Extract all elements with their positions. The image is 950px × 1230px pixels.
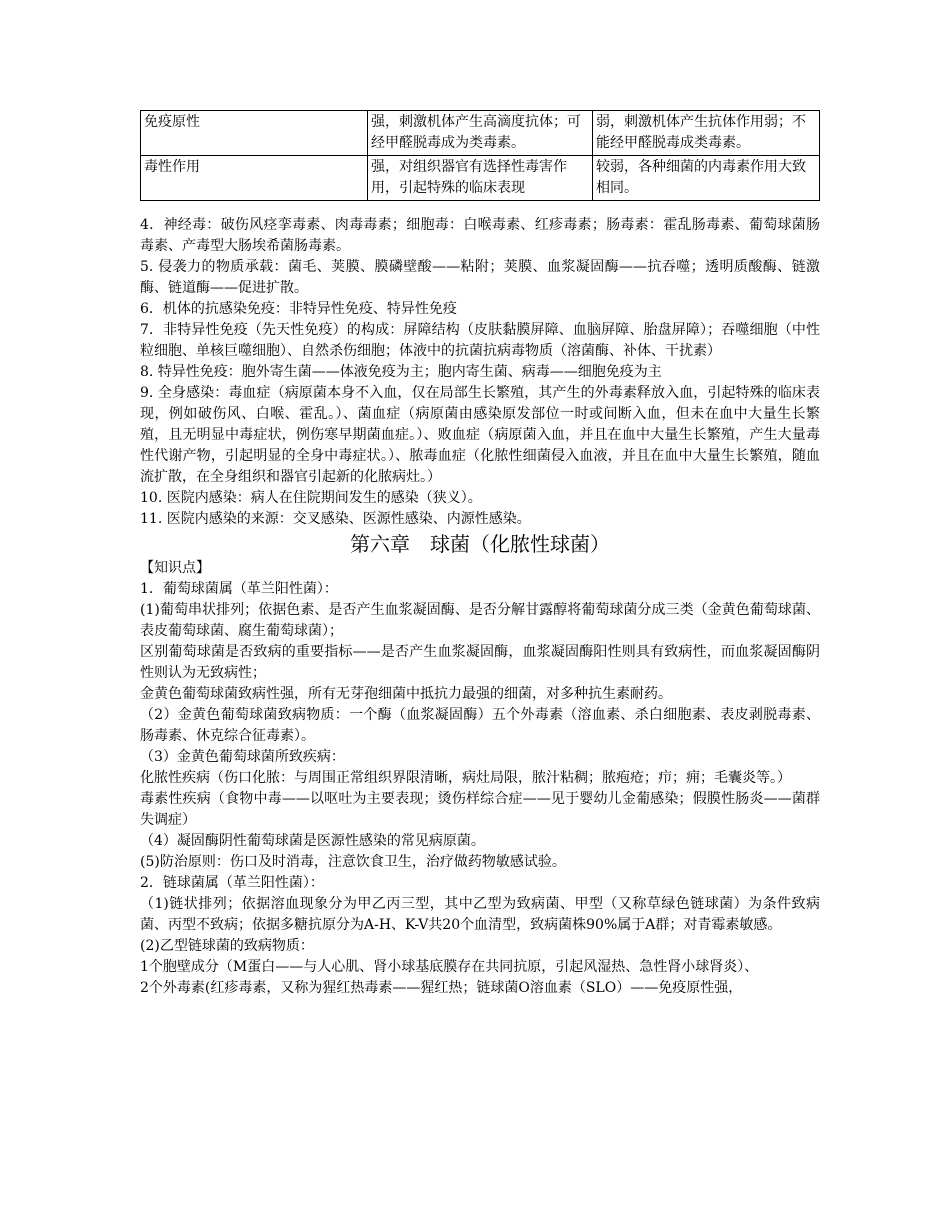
table-cell: 毒性作用 bbox=[141, 156, 368, 201]
paragraph: 7．非特异性免疫（先天性免疫）的构成：屏障结构（皮肤黏膜屏障、血脑屏障、胎盘屏障）；吞噬细胞（中性粒细胞、单核巨噬细胞）、自然杀伤细胞；体液中的抗菌抗病毒物质（溶菌酶、补体、干扰素） bbox=[140, 322, 820, 359]
paragraph: 2个外毒素(红疹毒素，又称为猩红热毒素——猩红热；链球菌O溶血素（SLO）——免疫原性强， bbox=[140, 980, 743, 996]
paragraph: 6．机体的抗感染免疫：非特异性免疫、特异性免疫 bbox=[140, 301, 457, 317]
chapter-title: 第六章 球菌（化脓性球菌） bbox=[350, 532, 610, 556]
paragraph: 【知识点】 bbox=[140, 560, 210, 576]
paragraph: （4）凝固酶阴性葡萄球菌是医源性感染的常见病原菌。 bbox=[140, 833, 485, 849]
paragraph: 金黄色葡萄球菌致病性强，所有无芽孢细菌中抵抗力最强的细菌，对多种抗生素耐药。 bbox=[140, 686, 672, 702]
table-cell: 强，刺激机体产生高滴度抗体；可经甲醛脱毒成为类毒素。 bbox=[368, 111, 593, 156]
paragraph: 11. 医院内感染的来源：交叉感染、医源性感染、内源性感染。 bbox=[140, 511, 531, 527]
paragraph: 9. 全身感染：毒血症（病原菌本身不入血，仅在局部生长繁殖，其产生的外毒素释放入血，引起特殊的临床表现，例如破伤风、白喉、霍乱。）、菌血症（病原菌由感染原发部位一时或间断入血，但未在血中大量生长繁殖，且无明显中毒症状，例伤寒早期菌血症。）、败血症（病原菌入血，并且在血中大量生长繁殖，产生大量毒性代谢产物，引起明显的全身中毒症状。）、脓毒血症（化脓性细菌侵入血液，并且在血中大量生长繁殖，随血流扩散，在全身组织和器官引起新的化脓病灶。） bbox=[140, 385, 820, 485]
paragraph: 1个胞壁成分（M蛋白——与人心肌、肾小球基底膜存在共同抗原，引起风湿热、急性肾小球肾炎）、 bbox=[140, 959, 759, 975]
toxin-comparison-table bbox=[140, 110, 820, 201]
paragraph: (1)葡萄串状排列；依据色素、是否产生血浆凝固酶、是否分解甘露醇将葡萄球菌分成三类（金黄色葡萄球菌、表皮葡萄球菌、腐生葡萄球菌）； bbox=[140, 602, 820, 639]
paragraph: 2．链球菌属（革兰阳性菌）： bbox=[140, 875, 324, 891]
paragraph: （2）金黄色葡萄球菌致病物质：一个酶（血浆凝固酶）五个外毒素（溶血素、杀白细胞素、表皮剥脱毒素、肠毒素、休克综合征毒素）。 bbox=[140, 707, 820, 744]
document-body bbox=[140, 215, 820, 999]
paragraph: 化脓性疾病（伤口化脓：与周围正常组织界限清晰，病灶局限，脓汁粘稠；脓疱疮；疖；痈；毛囊炎等。） bbox=[140, 770, 791, 786]
paragraph: （1)链状排列；依据溶血现象分为甲乙丙三型，其中乙型为致病菌、甲型（又称草绿色链球菌）为条件致病菌、丙型不致病；依据多糖抗原分为A-H、K-V共20个血清型，致病菌株90%属于A群；对青霉素敏感。 bbox=[140, 896, 820, 933]
table-row bbox=[141, 111, 820, 156]
table-cell: 较弱，各种细菌的内毒素作用大致相同。 bbox=[593, 156, 820, 201]
paragraph: 4．神经毒：破伤风痉挛毒素、肉毒毒素；细胞毒：白喉毒素、红疹毒素；肠毒素：霍乱肠毒素、葡萄球菌肠毒素、产毒型大肠埃希菌肠毒素。 bbox=[140, 217, 820, 254]
paragraph: （3）金黄色葡萄球菌所致疾病： bbox=[140, 749, 345, 765]
paragraph: 毒素性疾病（食物中毒——以呕吐为主要表现；烫伤样综合症——见于婴幼儿金葡感染；假膜性肠炎——菌群失调症） bbox=[140, 791, 820, 828]
table-cell: 弱，刺激机体产生抗体作用弱；不能经甲醛脱毒成类毒素。 bbox=[593, 111, 820, 156]
document-page bbox=[140, 110, 820, 999]
table-cell: 强，对组织器官有选择性毒害作用，引起特殊的临床表现 bbox=[368, 156, 593, 201]
paragraph: 10. 医院内感染：病人在住院期间发生的感染（狭义）。 bbox=[140, 490, 482, 506]
paragraph: (5)防治原则：伤口及时消毒，注意饮食卫生，治疗做药物敏感试验。 bbox=[140, 854, 566, 870]
paragraph: 区别葡萄球菌是否致病的重要指标——是否产生血浆凝固酶，血浆凝固酶阳性则具有致病性，而血浆凝固酶阴性则认为无致病性； bbox=[140, 644, 820, 681]
paragraph: (2)乙型链球菌的致病物质： bbox=[140, 938, 314, 954]
paragraph: 8. 特异性免疫：胞外寄生菌——体液免疫为主；胞内寄生菌、病毒——细胞免疫为主 bbox=[140, 364, 662, 380]
table-row bbox=[141, 156, 820, 201]
table-cell: 免疫原性 bbox=[141, 111, 368, 156]
paragraph: 5. 侵袭力的物质承载：菌毛、荚膜、膜磷壁酸——粘附；荚膜、血浆凝固酶——抗吞噬；透明质酸酶、链激酶、链道酶——促进扩散。 bbox=[140, 259, 820, 296]
paragraph: 1．葡萄球菌属（革兰阳性菌）： bbox=[140, 581, 338, 597]
